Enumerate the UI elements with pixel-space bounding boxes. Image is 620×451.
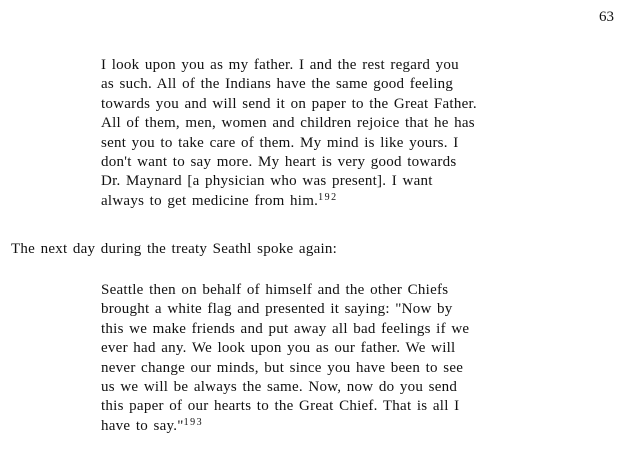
quote-line: as such. All of the Indians have the same good feeling (101, 76, 454, 93)
quote-line: brought a white flag and presented it saying: "Now by (101, 301, 453, 318)
quote-line-text: always to get medicine from him. (101, 192, 319, 209)
quote-line: I look upon you as my father. I and the rest regard you (101, 57, 459, 73)
footnote-marker: 193 (183, 416, 204, 428)
quote-line-last (101, 417, 571, 436)
block-quote-first (101, 56, 571, 211)
quote-line: sent you to take care of them. My mind is like yours. I (101, 134, 459, 151)
quote-line: us we will be always the same. Now, now do you send (101, 379, 458, 396)
narrative-paragraph: The next day during the treaty Seathl spoke again: (11, 241, 338, 257)
quote-line: this we make friends and put away all bad feelings if we (101, 320, 470, 337)
quote-line: All of them, men, women and children rejoice that he has (101, 115, 475, 132)
quote-line: Dr. Maynard [a physician who was present]. I want (101, 173, 433, 190)
footnote-marker: 192 (318, 191, 338, 203)
quote-line: towards you and will send it on paper to the Great Father. (101, 95, 477, 112)
quote-line: Seattle then on behalf of himself and the other Chiefs (101, 282, 449, 298)
quote-line: this paper of our hearts to the Great Chief. That is all I (101, 398, 460, 415)
block-quote-second (101, 281, 571, 436)
quote-line-last (101, 192, 571, 211)
quote-line: ever had any. We look upon you as our father. We will (101, 340, 456, 357)
page-number: 63 (599, 9, 614, 25)
quote-line: don't want to say more. My heart is very good towards (101, 154, 457, 171)
quote-line-text: have to say." (101, 417, 184, 434)
quote-line: never change our minds, but since you have been to see (101, 359, 464, 376)
